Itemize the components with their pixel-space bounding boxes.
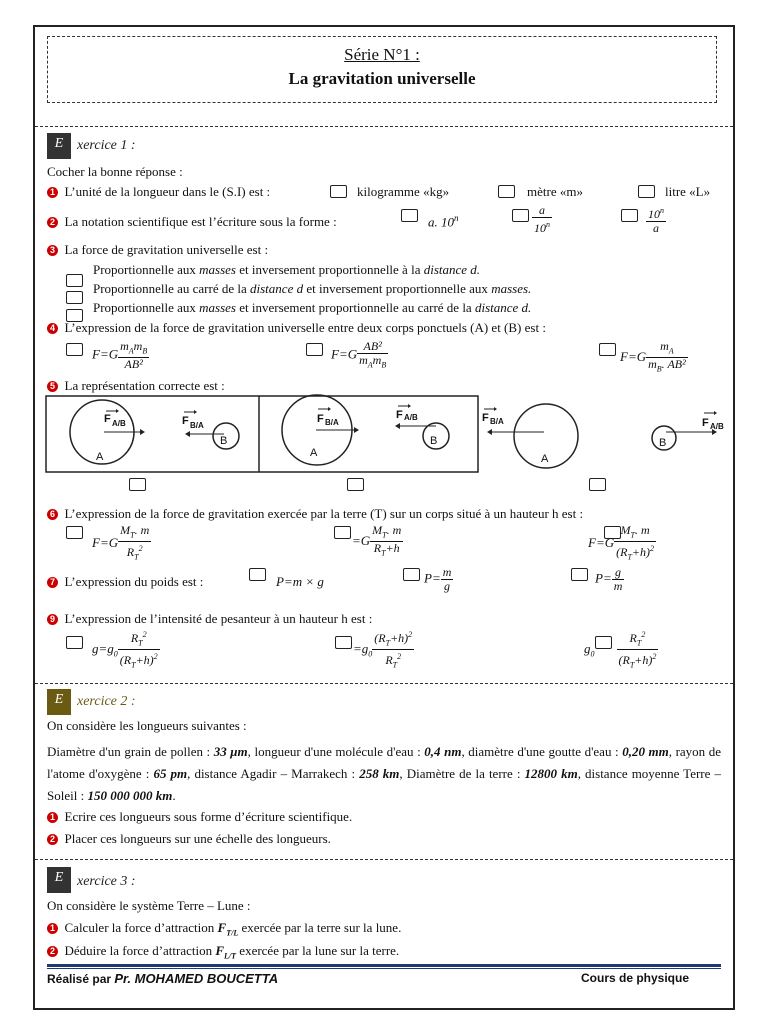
svg-text:B/A: B/A [325, 418, 339, 427]
q3-number: 3 [47, 245, 58, 256]
q6-checkbox-1[interactable] [66, 526, 83, 539]
ex2-item-2: 2 Placer ces longueurs sur une échelle des longueurs. [47, 831, 331, 847]
ex3-item-1: 1 Calculer la force d’attraction $F_{T/L}$ exercée par la terre sur la lune. [47, 920, 401, 938]
ex2-item-1: 1 Ecrire ces longueurs sous forme d’écriture scientifique. [47, 809, 352, 825]
svg-text:F: F [317, 413, 324, 425]
q2-opt-2: $\frac{a}{10^n}$ [534, 203, 550, 235]
q8-opt-2: $=g_0$ $\frac{(R_T+h)^2}{R_T^2}$ [353, 630, 413, 670]
svg-text:B: B [430, 435, 438, 447]
q3-opt-3: Proportionnelle aux masses et inversement proportionnelle au carré de la distance d. [93, 300, 532, 315]
ex3-item-2: 2 Déduire la force d’attraction $F_{L/T}$ exercée par la lune sur la terre. [47, 943, 399, 961]
q2-number: 2 [47, 217, 58, 228]
svg-text:F: F [702, 417, 709, 429]
q5-checkbox-3[interactable] [589, 478, 606, 491]
q8-checkbox-1[interactable] [66, 636, 83, 649]
exercise-3-badge: E [47, 867, 71, 893]
svg-text:F: F [182, 415, 189, 427]
svg-text:A/B: A/B [710, 422, 724, 431]
q2-opt-3: $\frac{10^n}{a}$ [648, 206, 664, 235]
svg-text:A/B: A/B [112, 419, 126, 428]
exercise-1-badge: E [47, 133, 71, 159]
q1-opt-m: mètre «m» [527, 184, 583, 199]
q4-opt-3: F=G $\frac{m_A}{m_B. AB^2}$ [620, 339, 686, 374]
q8-opt-1: $g=g_0$ $\frac{R_T^2}{(R_T+h)^2}$ [92, 630, 158, 670]
q6-opt-1: F=G $\frac{M_T. m}{R_T^2}$ [92, 523, 150, 562]
q3-opt-2: Proportionnelle au carré de la distance d et inversement proportionnelle aux masses. [93, 281, 532, 296]
separator [35, 683, 733, 684]
svg-text:A: A [96, 451, 104, 463]
q5-checkbox-2[interactable] [347, 478, 364, 491]
exercise-1-label: xercice 1 : [77, 138, 136, 153]
q1-number: 1 [47, 187, 58, 198]
svg-text:F: F [396, 409, 403, 421]
exercise-2-label: xercice 2 : [77, 694, 136, 709]
q1-checkbox-kg[interactable] [330, 185, 347, 198]
svg-text:A/B: A/B [404, 413, 418, 422]
q8-text: L’expression de l’intensité de pesanteur à un hauteur h est : [64, 611, 373, 626]
q6-checkbox-2[interactable] [334, 526, 351, 539]
q8-number: 9 [47, 614, 58, 625]
q4-checkbox-1[interactable] [66, 343, 83, 356]
q1 [47, 184, 270, 200]
svg-text:B: B [659, 437, 667, 449]
separator [35, 859, 733, 860]
q2-text: La notation scientifique est l’écriture sous la forme : [64, 214, 337, 229]
q3-checkbox-1[interactable] [66, 274, 83, 287]
svg-text:A: A [541, 453, 549, 465]
q6 [47, 506, 583, 522]
svg-text:B/A: B/A [190, 421, 204, 430]
q1-text: L’unité de la longueur dans le (S.I) est : [64, 184, 271, 199]
svg-text:B/A: B/A [490, 417, 504, 426]
q7-text: L’expression du poids est : [64, 574, 204, 589]
q8 [47, 611, 372, 627]
q3-opt-1: Proportionnelle aux masses et inversement proportionnelle à la distance d. [93, 262, 481, 277]
separator [35, 126, 733, 127]
q4 [47, 320, 546, 336]
svg-text:F: F [482, 412, 489, 424]
q4-checkbox-3[interactable] [599, 343, 616, 356]
q4-opt-1: F=G $\frac{m_Am_B}{\text{AB²}}$ [92, 339, 148, 372]
q3-checkbox-2[interactable] [66, 291, 83, 304]
q6-opt-2: =G $\frac{M_T. m}{R_T+h}$ [352, 523, 402, 558]
q2-checkbox-1[interactable] [401, 209, 418, 222]
q3-text: La force de gravitation universelle est : [64, 242, 269, 257]
q2-checkbox-2[interactable] [512, 209, 529, 222]
ex2-intro: On considère les longueurs suivantes : [47, 718, 247, 733]
q1-opt-kg: kilogramme «kg» [357, 184, 450, 199]
q5 [47, 378, 225, 394]
q7-checkbox-3[interactable] [571, 568, 588, 581]
exercise-2-badge: E [47, 689, 71, 715]
svg-text:B: B [220, 435, 228, 447]
q8-opt-3: $g_0$ $\frac{R_T^2}{(R_T+h)^2}$ [584, 630, 657, 670]
exercise-3-label: xercice 3 : [77, 874, 136, 889]
q6-opt-3: F=G $\frac{M_T. m}{(R_T+h)^2}$ [588, 523, 654, 562]
q1-checkbox-l[interactable] [638, 185, 655, 198]
footer-rule [47, 968, 721, 969]
q5-diagrams [44, 394, 724, 476]
ex3-intro: On considère le système Terre – Lune : [47, 898, 251, 913]
q7-checkbox-1[interactable] [249, 568, 266, 581]
q2 [47, 214, 337, 230]
title-box [47, 36, 717, 103]
q4-text: L’expression de la force de gravitation universelle entre deux corps ponctuels (A) et (B) est : [64, 320, 546, 335]
q7-checkbox-2[interactable] [403, 568, 420, 581]
q1-opt-l: litre «L» [665, 184, 711, 199]
footer-rule [47, 964, 721, 967]
q8-checkbox-2[interactable] [335, 636, 352, 649]
q5-number: 5 [47, 381, 58, 392]
q7-opt-3: P= $\frac{g}{m}$ [595, 565, 623, 593]
subject-title: La gravitation universelle [288, 69, 476, 88]
serie-title: Série N°1 : [344, 45, 420, 64]
q4-checkbox-2[interactable] [306, 343, 323, 356]
q6-text: L’expression de la force de gravitation exercée par la terre (T) sur un corps situé à un hauteur h est : [64, 506, 584, 521]
q7-opt-1: P=m × g [276, 574, 324, 589]
svg-text:F: F [104, 413, 111, 425]
footer-author: Réalisé par Pr. MOHAMED BOUCETTA [47, 971, 279, 986]
q7 [47, 574, 203, 590]
q1-checkbox-m[interactable] [498, 185, 515, 198]
q5-text: La représentation correcte est : [64, 378, 225, 393]
q2-opt-1: a. 10$^n$ [428, 213, 459, 230]
q6-number: 6 [47, 509, 58, 520]
q7-opt-2: P= $\frac{m}{g}$ [424, 565, 452, 593]
q4-number: 4 [47, 323, 58, 334]
q5-checkbox-1[interactable] [129, 478, 146, 491]
q4-opt-2: F=G $\frac{\text{AB²}}{m_Am_B}$ [331, 339, 387, 370]
q2-checkbox-3[interactable] [621, 209, 638, 222]
ex2-paragraph: Diamètre d'un grain de pollen : 33 μm, longueur d'une molécule d'eau : 0,4 nm, diamètre d'une goutte d'eau : 0,20 mm, rayon de l'atome d'oxygène : 65 pm, distance Agadir – Marrakech : 258 km, Diamètre de la terre : 12800 km, distance moyenne Terre – Soleil : 150 000 000 km. [47, 744, 722, 803]
footer-course: Cours de physique [581, 971, 690, 985]
q3 [47, 242, 268, 258]
instruction: Cocher la bonne réponse : [47, 164, 183, 179]
q7-number: 7 [47, 577, 58, 588]
svg-text:A: A [310, 447, 318, 459]
